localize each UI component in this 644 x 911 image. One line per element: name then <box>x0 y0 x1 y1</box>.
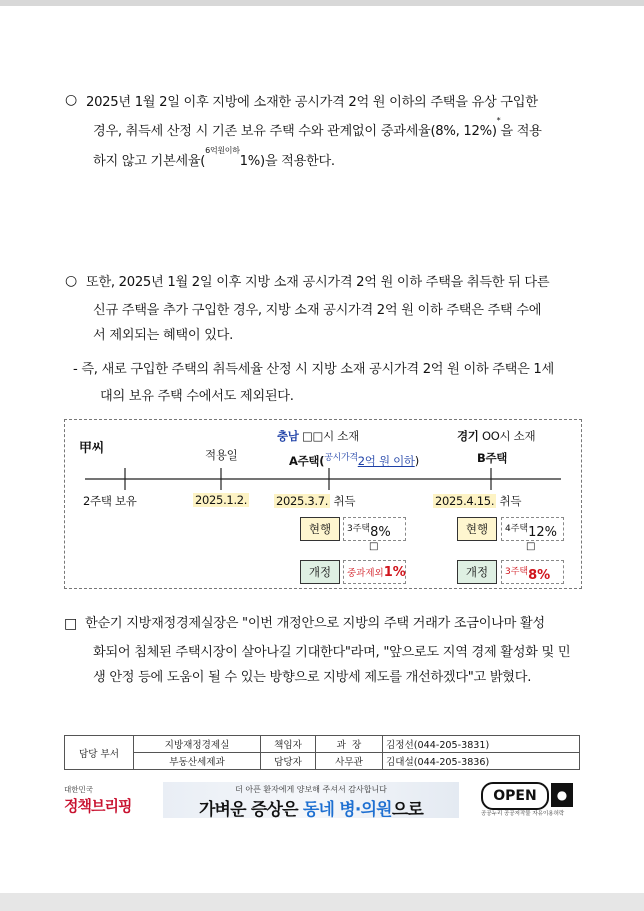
current-label-b: 현행 <box>457 517 497 541</box>
role-1-label: 책임자 <box>261 736 316 753</box>
circle-bullet-icon: ○ <box>65 92 78 108</box>
region-a-rest: □□시 소재 <box>298 429 359 443</box>
paragraph-1-line-3 <box>93 147 335 176</box>
rate-value: 1% <box>383 565 406 580</box>
revised-label-a: 개정 <box>300 560 340 584</box>
text: 경우, 취득세 산정 시 기존 보유 주택 수와 관계없이 중과세율(8%, 12%) <box>93 124 497 139</box>
region-b-name: 경기 <box>457 429 479 443</box>
role-1-contact: 김정선(044-205-3831) <box>383 736 580 753</box>
paragraph-4-line-1: 한순기 지방재정경제실장은 "이번 개정안으로 지방의 주택 거래가 조금이나마 활성 <box>85 616 545 631</box>
table-row <box>65 736 580 753</box>
rate-current-b <box>501 517 564 541</box>
paragraph-1-line-1: 2025년 1월 2일 이후 지방에 소재한 공시가격 2억 원 이하의 주택을 유상 구입한 <box>86 95 538 110</box>
revised-label-b: 개정 <box>457 560 497 584</box>
paragraph-2-line-1: 또한, 2025년 1월 2일 이후 지방 소재 공시가격 2억 원 이하 주택을 취득한 뒤 다른 <box>86 275 550 290</box>
policy-briefing-logo <box>64 784 144 820</box>
rate-value: 8% <box>370 524 391 540</box>
current-label-a: 현행 <box>300 517 340 541</box>
text: 을 적용 <box>500 124 542 139</box>
person-label: 甲씨 <box>79 441 104 456</box>
paragraph-4-line-3: 생 안정 등에 도움이 될 수 있는 방향으로 지방세 제도를 개선하겠다"고 밝혔다. <box>93 670 532 685</box>
bottom-edge <box>0 893 644 911</box>
apply-date-label: 적용일 <box>205 448 238 462</box>
paragraph-4-line-2: 화되어 침체된 주택시장이 살아나길 기대한다"라며, "앞으로도 지역 경제 활성화 및 민 <box>93 645 571 660</box>
text: 1%)을 적용한다. <box>239 154 335 169</box>
date-b-value: 2025.4.15. <box>435 494 495 508</box>
holding-label: 2주택 보유 <box>83 494 137 508</box>
role-2-title: 사무관 <box>316 753 383 770</box>
price-label: 공시가격 <box>324 453 358 463</box>
contact-table <box>64 735 580 770</box>
banner-text-b: 동네 병·의원 <box>302 800 392 820</box>
paragraph-1-line-2 <box>93 117 542 146</box>
open-text: OPEN <box>481 782 549 810</box>
table-row <box>65 753 580 770</box>
date-a-suffix: 취득 <box>330 494 356 508</box>
open-subtext: 공공누리 공공저작물 자유이용허락 <box>481 811 565 817</box>
close-paren: ) <box>414 453 419 468</box>
top-edge <box>0 0 644 6</box>
rate-revised-a <box>343 560 406 584</box>
dept-label: 담당 부서 <box>65 736 134 770</box>
rate-value: 12% <box>528 524 558 540</box>
rate-revised-b <box>501 560 564 584</box>
date-apply: 2025.1.2. <box>195 493 248 507</box>
banner-text-c: 으로 <box>391 800 424 820</box>
paragraph-3-line-2: 대의 보유 주택 수에서도 제외된다. <box>100 389 294 404</box>
role-2-contact: 김대설(044-205-3836) <box>383 753 580 770</box>
square-bullet-icon: □ <box>64 616 78 632</box>
example-diagram <box>64 419 582 589</box>
banner-main-text <box>163 795 459 820</box>
banner-top-text: 더 아픈 환자에게 양보해 주셔서 감사합니다 <box>235 785 387 794</box>
date-b-suffix: 취득 <box>496 494 522 508</box>
arrow-down-icon: □ <box>526 541 536 552</box>
superscript: 6억원이하 <box>205 146 240 155</box>
date-b <box>433 493 521 509</box>
text: 하지 않고 기본세율( <box>93 154 206 169</box>
date-a <box>274 493 355 509</box>
banner-text-a: 가벼운 증상은 <box>198 800 303 820</box>
rate-prefix: 3주택 <box>347 524 371 534</box>
arrow-down-icon: □ <box>369 541 379 552</box>
house-b-name: B주택 <box>477 451 508 465</box>
person-icon: ● <box>551 783 573 807</box>
rate-current-a <box>343 517 406 541</box>
region-a-name: 충남 <box>277 429 299 443</box>
open-license-badge <box>481 782 575 818</box>
house-a-title: A주택( <box>289 453 325 468</box>
region-b-rest: OO시 소재 <box>478 429 536 443</box>
rate-prefix: 4주택 <box>505 524 529 534</box>
rate-prefix: 3주택 <box>505 567 529 577</box>
price-value: 2억 원 이하 <box>357 453 415 468</box>
role-1-title: 과 장 <box>316 736 383 753</box>
dept-2: 부동산세제과 <box>134 753 261 770</box>
logo-main-text: 정책브리핑 <box>64 797 132 815</box>
rate-value: 8% <box>528 567 551 583</box>
date-a-value: 2025.3.7. <box>276 494 329 508</box>
paragraph-3-line-1: - 즉, 새로 구입한 주택의 취득세율 산정 시 지방 소재 공시가격 2억 원 이하 주택은 1세 <box>73 362 554 377</box>
logo-small-text: 대한민국 <box>64 785 93 794</box>
role-2-label: 담당자 <box>261 753 316 770</box>
paragraph-2-line-3: 서 제외되는 혜택이 있다. <box>93 328 233 343</box>
circle-bullet-icon: ○ <box>65 273 78 289</box>
dept-1: 지방재정경제실 <box>134 736 261 753</box>
campaign-banner <box>163 782 459 818</box>
footnote-mark: * <box>496 116 501 125</box>
rate-prefix: 중과제외 <box>347 568 384 579</box>
paragraph-2-line-2: 신규 주택을 추가 구입한 경우, 지방 소재 공시가격 2억 원 이하 주택은 주택 수에 <box>93 303 542 318</box>
